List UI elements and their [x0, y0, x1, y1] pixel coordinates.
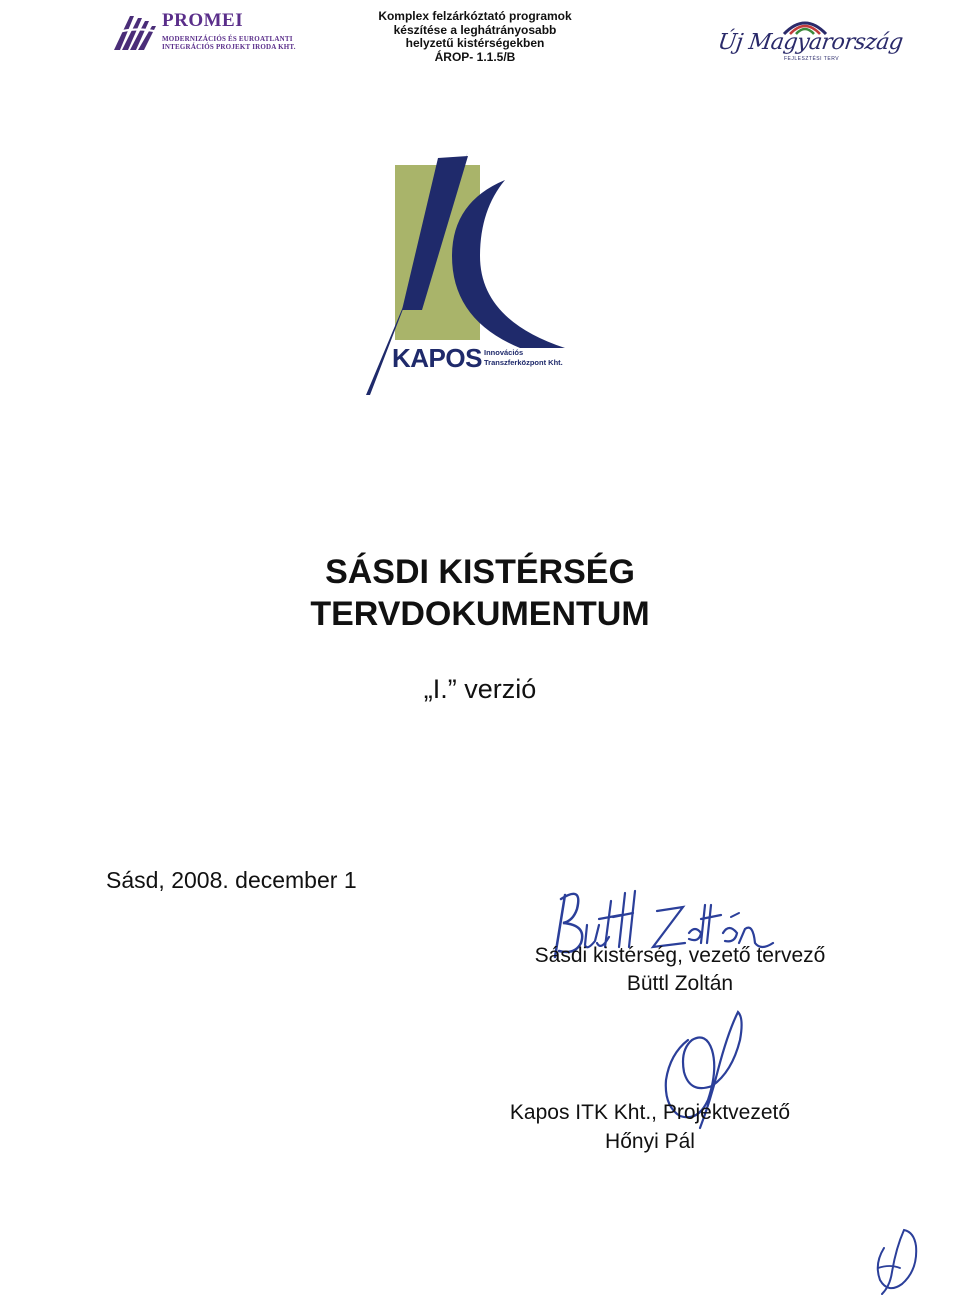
header-line-3: helyzetű kistérségekben	[405, 36, 545, 50]
promei-emblem-icon	[112, 12, 158, 52]
promei-tagline-line2: INTEGRÁCIÓS PROJEKT IRODA KHT.	[162, 43, 296, 51]
kapos-logo	[360, 150, 605, 400]
document-title-line2: TERVDOKUMENTUM	[310, 595, 650, 633]
uj-magyarorszag-logo	[716, 12, 905, 70]
promei-tagline-line1: MODERNIZÁCIÓS ÉS EUROATLANTI	[162, 35, 293, 43]
kapos-subtitle-line2: Transzferközpont Kht.	[484, 358, 563, 367]
place-date: Sásd, 2008. december 1	[106, 867, 357, 893]
header-line-1: Komplex felzárkóztató programok	[378, 9, 572, 23]
header-program-text	[350, 10, 600, 64]
uj-magyarorszag-name: Új Magyarország	[716, 30, 905, 55]
handwritten-initials	[870, 1228, 930, 1298]
promei-logo	[112, 10, 297, 52]
document-title-line1: SÁSDI KISTÉRSÉG	[325, 553, 635, 591]
signatory-2-role: Kapos ITK Kht., Projektvezető	[509, 1101, 791, 1124]
signatory-1-name: Büttl Zoltán	[626, 972, 734, 995]
version-label: „I.” verzió	[423, 674, 537, 704]
uj-magyarorszag-tagline: FEJLESZTÉSI TERV	[784, 56, 840, 62]
kapos-subtitle-line1: Innovációs	[484, 348, 524, 357]
signatory-2-name: Hőnyi Pál	[605, 1130, 695, 1153]
promei-name: PROMEI	[162, 10, 244, 31]
header-line-2: készítése a leghátrányosabb	[393, 22, 557, 37]
header-line-4: ÁROP- 1.1.5/B	[434, 49, 516, 64]
signatory-1-role: Sásdi kistérség, vezető tervező	[534, 944, 826, 967]
kapos-name: KAPOS	[392, 343, 482, 373]
